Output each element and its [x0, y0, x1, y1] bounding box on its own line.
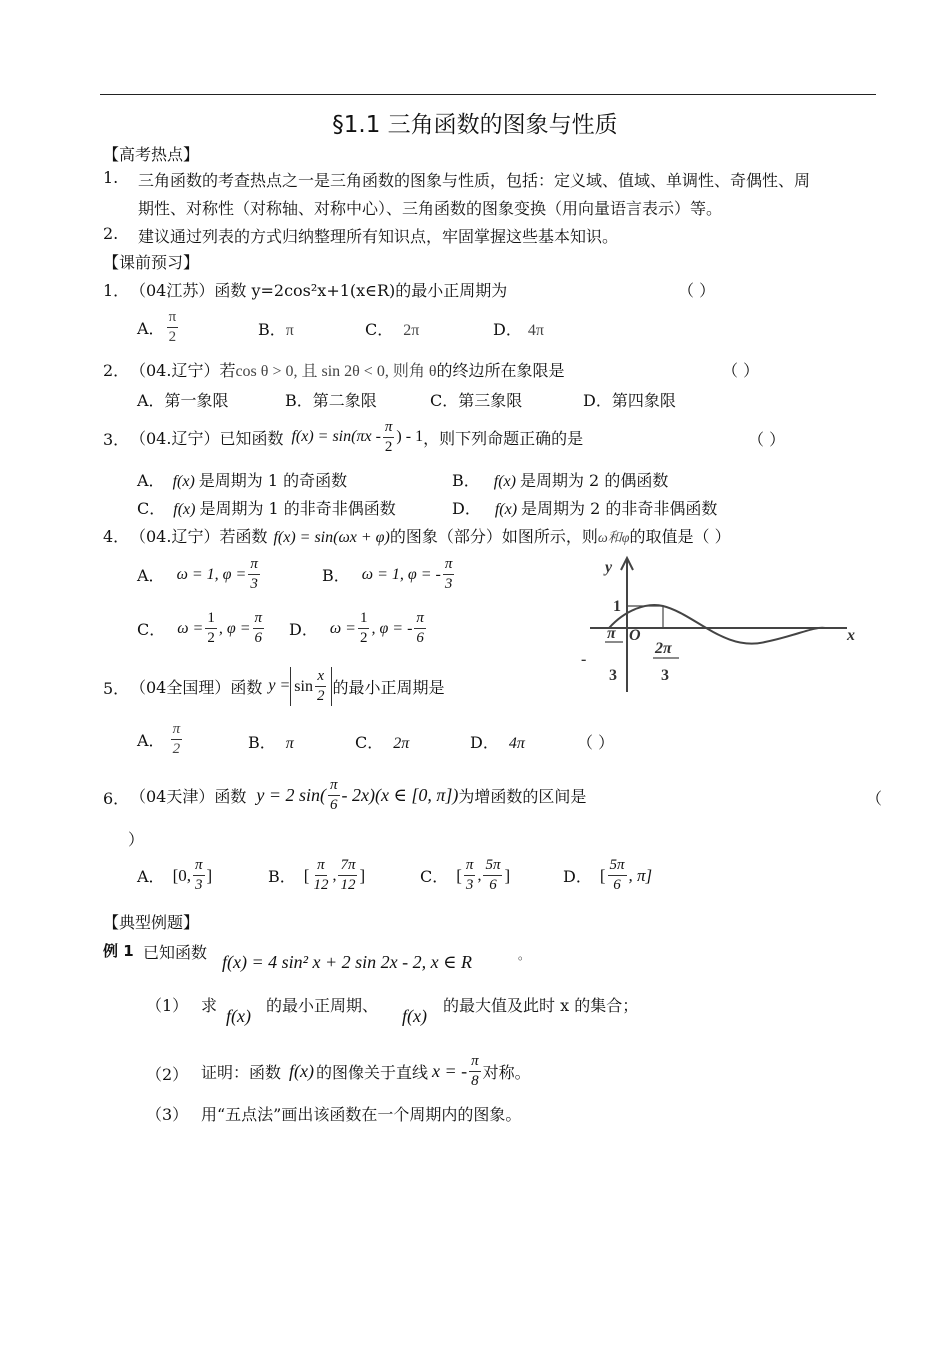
example-part-3-num: （3） — [146, 1105, 189, 1124]
option-label: B． — [248, 733, 276, 752]
q1-option-d — [493, 317, 544, 340]
option-text: 是周期为 1 的奇函数 — [198, 471, 348, 490]
option-math: ω = 1, φ = — [176, 565, 247, 583]
option-text: 是周期为 1 的非奇非偶函数 — [199, 499, 396, 518]
frac-den: 3 — [465, 877, 474, 893]
hot-item-1-num: 1. — [103, 168, 119, 187]
option-frac-omega — [205, 609, 217, 648]
option-label: A． — [137, 867, 165, 886]
frac-num: 1 — [205, 609, 217, 629]
q5-option-c — [355, 730, 409, 753]
hot-item-2-num: 2. — [103, 224, 119, 243]
q1-text: （04江苏）函数 y=2cos²x+1(x∈R)的最小正周期为 — [130, 281, 508, 300]
q2-post: 的终边所在象限是 — [436, 361, 565, 380]
example-part-2-num: （2） — [146, 1065, 189, 1084]
q3-math2: ) - 1 — [396, 428, 424, 445]
q6-option-a — [137, 856, 212, 895]
hot-item-2-line1: 建议通过列表的方式归纳整理所有知识点，牢固掌握这些基本知识。 — [138, 227, 619, 246]
section-header-hot: 【高考热点】 — [103, 145, 200, 164]
option-func: f(x) — [172, 473, 195, 490]
q6-option-b — [268, 856, 365, 895]
option-func: f(x) — [493, 473, 516, 490]
frac-den: 2 — [384, 438, 393, 455]
q5-abs-value — [290, 667, 332, 706]
option-frac-2 — [483, 856, 502, 895]
option-frac — [171, 720, 183, 759]
y-label: y — [605, 559, 613, 576]
option-frac — [248, 555, 260, 594]
q1-answer-paren: （ ） — [678, 281, 716, 300]
q1-option-c-label: C． — [365, 320, 394, 339]
top-rule — [100, 94, 876, 95]
q6-paren-close: ） — [128, 830, 145, 849]
x-label: x — [847, 627, 855, 644]
q3-stem — [130, 416, 583, 458]
q6-paren-open: （ — [866, 789, 883, 808]
tick-one: 1 — [613, 598, 621, 615]
q2-pre: （04.辽宁）若 — [130, 361, 236, 380]
right-tick-num: 2π — [655, 640, 672, 657]
option-label: D． — [470, 733, 499, 752]
option-frac-2 — [338, 856, 357, 895]
option-label: D． — [289, 620, 318, 639]
option-frac — [608, 856, 627, 895]
option-math: ω = — [329, 619, 356, 637]
option-frac-phi — [253, 609, 265, 648]
option-math: [0, — [172, 865, 191, 885]
frac-den: 6 — [489, 877, 497, 893]
frac-num: π — [167, 308, 179, 328]
example-intro: 已知函数 — [143, 943, 208, 962]
frac-num: π — [443, 555, 455, 575]
q6-stem — [130, 772, 586, 818]
frac-num: π — [464, 856, 476, 876]
q3-option-c — [137, 496, 396, 519]
q6-num: 6． — [103, 789, 130, 808]
option-math: ] — [504, 865, 511, 885]
q1-option-a-label: A． — [137, 319, 165, 338]
frac-den: 2 — [316, 687, 325, 704]
option-label: B． — [322, 566, 350, 585]
example-part-1-f2: f(x) — [402, 1006, 427, 1026]
q3-option-b — [452, 468, 668, 491]
frac-den: 12 — [313, 877, 329, 893]
frac-num: π — [253, 609, 265, 629]
q6-post: 为增函数的区间是 — [458, 786, 587, 806]
frac-den: 3 — [444, 576, 453, 592]
example-part-1-post: 的最大值及此时 x 的集合； — [443, 996, 639, 1015]
option-frac — [193, 856, 205, 895]
hot-item-1-line2: 期性、对称性（对称轴、对称中心）、三角函数的图象变换（用向量语言表示）等。 — [138, 199, 723, 218]
option-frac-1 — [311, 856, 330, 895]
q3-option-d — [452, 496, 717, 519]
option-value: 4π — [508, 735, 525, 752]
q5-option-b — [248, 730, 294, 753]
option-math: , π] — [628, 865, 653, 885]
option-func: f(x) — [494, 501, 518, 518]
option-label: D． — [452, 499, 481, 518]
q3-num: 3． — [103, 430, 130, 449]
q4-stem — [130, 524, 731, 547]
q1-option-b — [258, 317, 294, 340]
frac-num: π — [414, 609, 426, 629]
q6-option-c — [420, 856, 510, 895]
frac-num: π — [469, 1052, 481, 1072]
option-value: 2π — [393, 735, 410, 752]
example-part-1-f1: f(x) — [226, 1006, 251, 1026]
option-math: , φ = — [218, 619, 251, 637]
q6-math1: y = 2 sin( — [256, 784, 327, 805]
part-2-post: 对称。 — [482, 1062, 531, 1082]
comma: , — [332, 866, 337, 884]
frac-den: 2 — [207, 630, 215, 646]
frac-num: π — [193, 856, 205, 876]
option-frac-omega — [358, 609, 370, 648]
q5-num: 5． — [103, 679, 130, 698]
q3-option-a — [137, 468, 347, 491]
q1-option-a-frac — [167, 308, 179, 347]
option-label: B． — [452, 471, 480, 490]
q2-option-a: A．第一象限 — [137, 391, 229, 410]
section-header-example: 【典型例题】 — [103, 913, 200, 932]
comma: , — [477, 866, 482, 884]
option-label: C． — [137, 620, 166, 639]
part-2-func: f(x) — [289, 1060, 314, 1081]
frac-den: 3 — [194, 877, 203, 893]
origin-label: O — [629, 627, 641, 644]
frac-num: π — [248, 555, 260, 575]
q2-answer-paren: （ ） — [722, 361, 760, 380]
frac-den: 6 — [613, 877, 621, 893]
option-math: [ — [599, 865, 606, 885]
q4-pre: （04.辽宁）若函数 — [130, 527, 268, 546]
q3-pre: （04.辽宁）已知函数 — [130, 428, 284, 448]
option-math: ] — [359, 865, 366, 885]
frac-den: 6 — [254, 630, 262, 646]
option-label: A． — [137, 471, 165, 490]
q5-pre: （04全国理）函数 — [130, 677, 263, 697]
q6-pre: （04天津）函数 — [130, 786, 247, 806]
q5-sin: sin — [294, 677, 313, 695]
part-2-frac — [469, 1052, 481, 1091]
q2-stem — [130, 358, 565, 381]
frac-num: 5π — [483, 856, 502, 876]
option-label: B． — [268, 867, 296, 886]
option-label: D． — [563, 867, 592, 886]
q1-num: 1． — [103, 281, 130, 300]
sine-curve — [609, 605, 825, 644]
option-frac — [443, 555, 455, 594]
example-part-1-num: （1） — [146, 996, 189, 1015]
option-math: , φ = - — [371, 619, 413, 637]
frac-den: 2 — [172, 741, 181, 757]
q4-option-b — [322, 555, 456, 594]
q4-num: 4． — [103, 527, 130, 546]
q5-math: y = — [268, 677, 291, 694]
option-math: ] — [206, 865, 213, 885]
part-2-xeq: x = - — [432, 1060, 468, 1081]
option-math: [ — [456, 865, 462, 885]
page-title: §1.1 三角函数的图象与性质 — [332, 112, 618, 138]
q3-math: f(x) = sin(πx - — [291, 428, 381, 445]
frac-den: 6 — [416, 630, 424, 646]
frac-num: π — [328, 776, 340, 796]
left-tick-den: 3 — [609, 667, 617, 684]
frac-num: π — [171, 720, 183, 740]
right-tick-den: 3 — [661, 667, 669, 684]
frac-num: π — [315, 856, 327, 876]
q4-math2: ω和φ — [597, 531, 630, 546]
q4-option-c — [137, 609, 266, 648]
example-function: f(x) = 4 sin² x + 2 sin 2x - 2, x ∈ R — [222, 952, 472, 972]
option-label: C． — [420, 867, 449, 886]
option-math: [ — [303, 865, 310, 885]
q4-option-a — [137, 555, 262, 594]
q2-num: 2． — [103, 361, 130, 380]
frac-num: π — [383, 418, 395, 438]
option-label: C． — [355, 733, 384, 752]
q4-sine-graph — [575, 552, 865, 697]
q1-option-d-value: 4π — [527, 322, 544, 339]
q3-frac — [383, 418, 395, 457]
frac-den: 6 — [330, 796, 338, 813]
q1-option-b-label: B． — [258, 320, 286, 339]
q1-option-d-label: D． — [493, 320, 522, 339]
q3-post: ，则下列命题正确的是 — [423, 428, 584, 448]
q4-option-d — [289, 609, 428, 648]
option-frac-phi — [414, 609, 426, 648]
q1-option-c — [365, 317, 419, 340]
q4-mid: 的图象（部分）如图所示，则 — [389, 527, 598, 546]
frac-den: 2 — [168, 329, 177, 345]
frac-num: x — [315, 667, 326, 687]
part-2-mid: 的图像关于直线 — [316, 1062, 429, 1082]
option-frac-1 — [464, 856, 476, 895]
example-label: 例 1 — [103, 942, 134, 960]
q3-answer-paren: （ ） — [748, 430, 786, 449]
option-text: 是周期为 2 的偶函数 — [519, 471, 669, 490]
option-value: π — [285, 735, 294, 752]
option-label: C． — [137, 499, 166, 518]
part-2-pre: 证明：函数 — [201, 1062, 282, 1082]
q5-option-a — [137, 720, 184, 759]
left-tick-num: π — [607, 625, 616, 642]
example-part-3-text: 用“五点法”画出该函数在一个周期内的图象。 — [201, 1105, 522, 1124]
hot-item-1-line1: 三角函数的考查热点之一是三角函数的图象与性质，包括：定义域、值域、单调性、奇偶性、周 — [138, 171, 811, 190]
frac-den: 12 — [340, 877, 356, 893]
q1-option-b-value: π — [285, 322, 294, 339]
neg-sign: - — [581, 651, 587, 668]
q1-option-c-value: 2π — [403, 322, 420, 339]
example-part-2 — [201, 1048, 531, 1094]
q2-option-b: B．第二象限 — [285, 391, 377, 410]
option-label: A． — [137, 731, 165, 750]
q5-post: 的最小正周期是 — [332, 677, 445, 697]
q6-option-d — [563, 856, 652, 895]
q4-post: 的取值是（ ） — [629, 527, 731, 546]
frac-num: 5π — [608, 856, 627, 876]
q5-option-d — [470, 730, 525, 753]
q2-math: cos θ > 0, 且 sin 2θ < 0, 则角 θ — [235, 363, 437, 380]
option-label: A． — [137, 566, 165, 585]
frac-den: 3 — [250, 576, 258, 592]
q5-answer-paren: （ ） — [577, 733, 615, 752]
q5-stem — [130, 664, 444, 708]
q1-option-a — [137, 308, 180, 347]
example-end: 。 — [518, 948, 531, 962]
option-text: 是周期为 2 的非奇非偶函数 — [521, 499, 718, 518]
frac-den: 2 — [359, 630, 368, 646]
example-part-1-mid: 的最小正周期、 — [266, 996, 379, 1015]
section-header-preview: 【课前预习】 — [103, 253, 200, 272]
frac-num: 1 — [358, 609, 370, 629]
option-math: ω = 1, φ = - — [361, 565, 441, 583]
frac-den: 8 — [471, 1072, 479, 1089]
q6-frac — [328, 776, 340, 815]
q2-option-c: C．第三象限 — [430, 391, 523, 410]
option-func: f(x) — [173, 501, 196, 518]
frac-num: 7π — [338, 856, 357, 876]
q4-math: f(x) = sin(ωx + φ) — [273, 529, 390, 546]
option-math: ω = — [177, 619, 204, 637]
example-part-1-pre: 求 — [201, 996, 218, 1015]
q2-option-d: D．第四象限 — [583, 391, 676, 410]
q6-math2: - 2x)(x ∈ [0, π]) — [341, 784, 459, 805]
q5-frac — [315, 667, 327, 706]
